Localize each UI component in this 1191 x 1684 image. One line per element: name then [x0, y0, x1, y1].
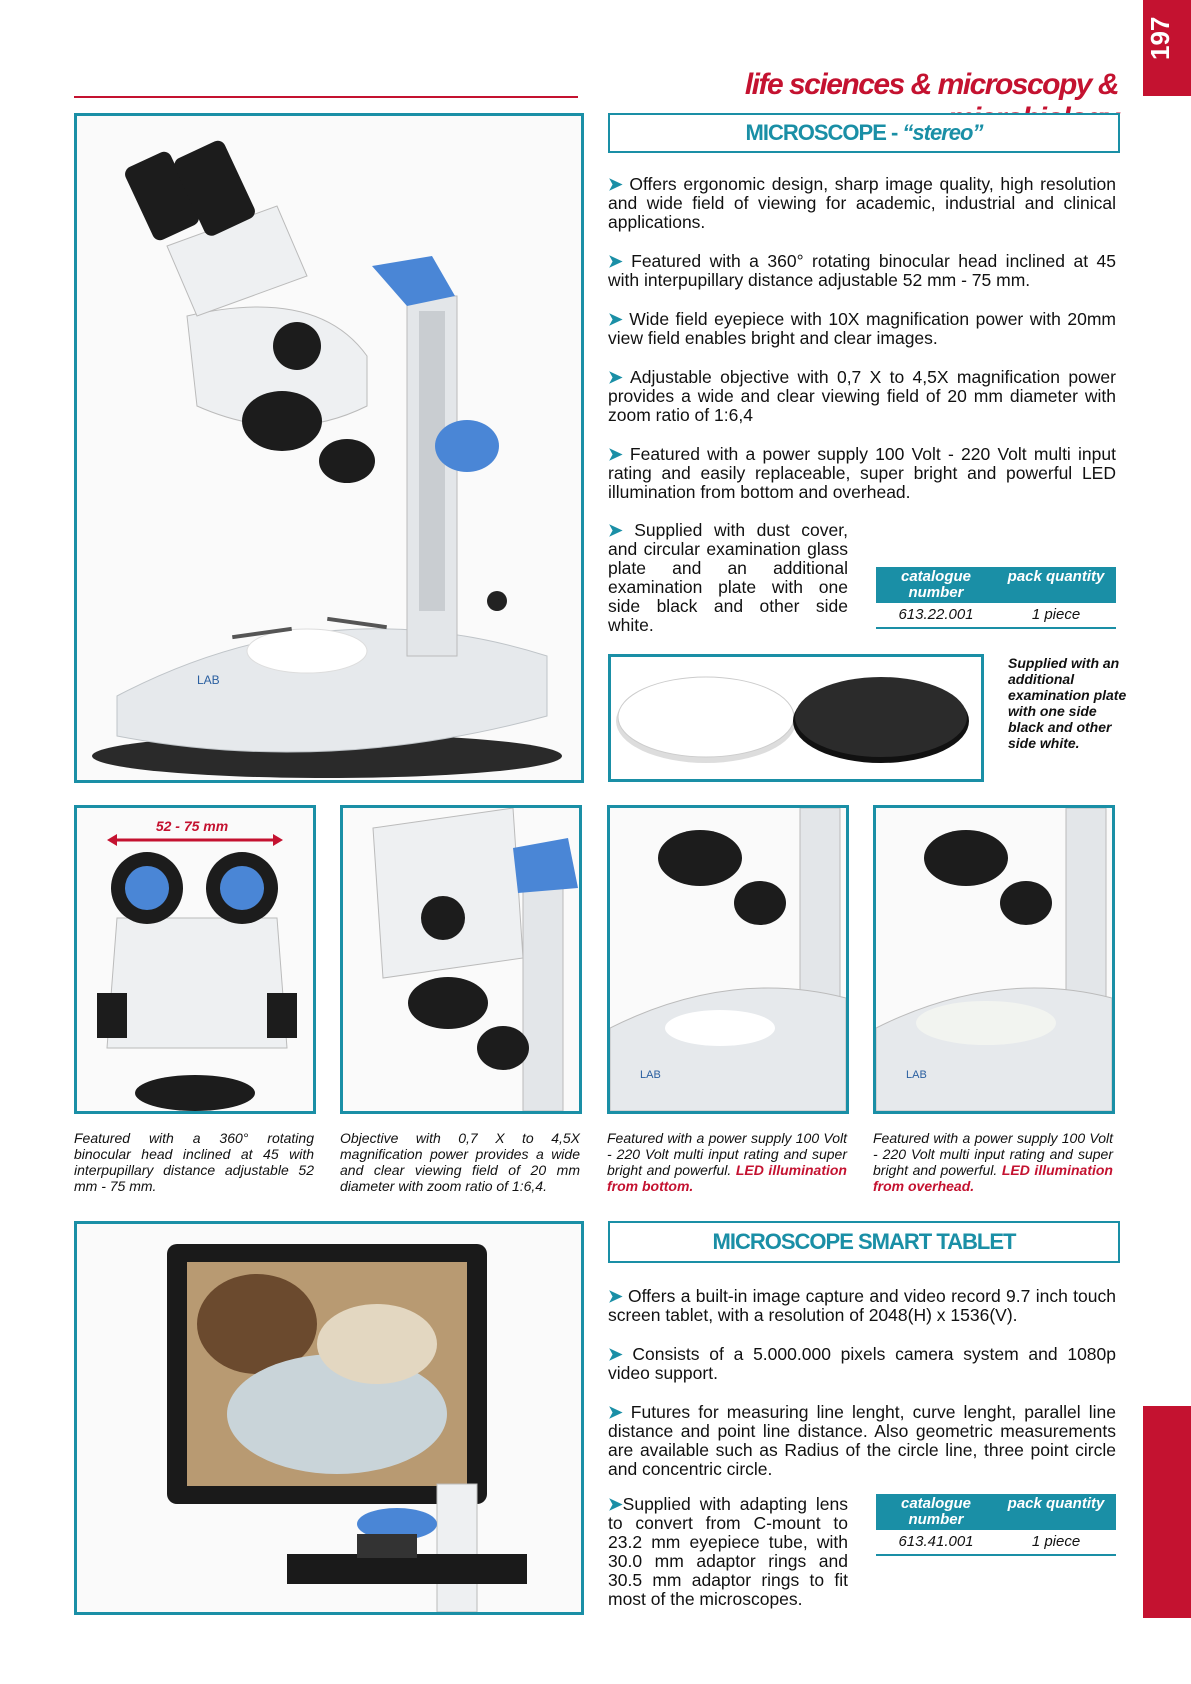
pack-quantity: 1 piece [1031, 606, 1081, 623]
catalogue-header-row [876, 567, 1116, 603]
detail-image-led-overhead [873, 805, 1115, 1114]
product1-bullet-4 [608, 368, 1116, 425]
caption-led-overhead [873, 1130, 1113, 1194]
detail-image-binocular [74, 805, 316, 1114]
binocular-head-illustration [77, 808, 313, 1111]
product1-title-italic: “stereo” [902, 120, 983, 145]
product1-bullet-1 [608, 175, 1116, 232]
chevron-right-icon: ➤ [608, 520, 623, 540]
bullet-text: Consists of a 5.000.000 pixels camera system and 1080p video support. [608, 1344, 1116, 1383]
bullet-text: Wide field eyepiece with 10X magnification power with 20mm view field enables bright and clear images. [608, 309, 1116, 348]
caption-highlight: LED illumination from bottom. [607, 1162, 847, 1194]
catalogue-number-header: catalogue number [900, 1495, 972, 1528]
caption-led-bottom [607, 1130, 847, 1194]
product2-bullets [608, 1287, 1116, 1499]
bullet-text: Supplied with adapting lens to convert from C-mount to 23.2 mm eyepiece tube, with 30.0 mm adaptor rings and 30.5 mm adaptor rings to fit most of the microscopes. [608, 1494, 848, 1609]
product1-bullets [608, 175, 1116, 522]
bullet-text: Futures for measuring line lenght, curve lenght, parallel line distance and point line distance. Also geometric measurements are available such as Radius of the circle line, three point circle and concentric circle. [608, 1402, 1116, 1479]
pack-quantity: 1 piece [1031, 1533, 1081, 1550]
chevron-right-icon: ➤ [608, 1344, 623, 1364]
product2-bullet-2 [608, 1345, 1116, 1383]
table-row [876, 603, 1116, 629]
stereo-microscope-illustration [77, 116, 581, 780]
bullet-text: Offers ergonomic design, sharp image quality, high resolution and wide field of viewing for academic, industrial and clinical applications. [608, 174, 1116, 232]
product2-bullet-1 [608, 1287, 1116, 1325]
product1-bullet-6 [608, 521, 848, 635]
product2-bullet-4 [608, 1495, 848, 1609]
product2-bullet-4-block [608, 1495, 848, 1629]
catalogue-number: 613.41.001 [898, 1533, 974, 1550]
product1-bullet-6-block [608, 521, 848, 655]
bullet-text: Adjustable objective with 0,7 X to 4,5X magnification power provides a wide and clear viewing field of 20 mm diameter with zoom ratio of 1:6,4 [608, 367, 1116, 425]
product1-bullet-2 [608, 252, 1116, 290]
product1-bullet-3 [608, 310, 1116, 348]
bullet-text: Offers a built-in image capture and video record 9.7 inch touch screen tablet, with a resolution of 2048(H) x 1536(V). [608, 1286, 1116, 1325]
bullet-text: Supplied with dust cover, and circular examination glass plate and an additional examination plate with one side black and other side white. [608, 520, 848, 635]
caption-highlight: LED illumination from overhead. [873, 1162, 1113, 1194]
section-heading: life sciences & microscopy & [744, 68, 1118, 101]
examination-plates-image [608, 654, 984, 782]
catalogue-number: 613.22.001 [898, 606, 974, 623]
table-row [876, 1530, 1116, 1556]
product1-title [608, 113, 1120, 153]
caption-text: Featured with a power supply 100 Volt - 220 Volt multi input rating and super bright and powerful. [873, 1130, 1113, 1178]
header-rule [74, 96, 578, 98]
caption-text: Featured with a 360° rotating binocular head inclined at 45 with interpupillary distance adjustable 52 mm - 75 mm. [74, 1130, 314, 1194]
page-number-tab [1143, 0, 1191, 96]
tablet-microscope-illustration [77, 1224, 581, 1612]
pack-quantity-header: pack quantity [1007, 568, 1105, 585]
detail-image-led-bottom [607, 805, 849, 1114]
chevron-right-icon: ➤ [608, 367, 623, 387]
caption-objective [340, 1130, 580, 1194]
bullet-text: Featured with a power supply 100 Volt - 220 Volt multi input rating and easily replaceable, super bright and powerful LED illumination from bottom and overhead. [608, 444, 1116, 502]
chevron-right-icon: ➤ [608, 251, 623, 271]
led-overhead-illustration [876, 808, 1112, 1111]
main-microscope-image [74, 113, 584, 783]
product2-title: MICROSCOPE SMART TABLET [608, 1221, 1120, 1263]
caption-text: Objective with 0,7 X to 4,5X magnification power provides a wide and clear viewing field of 20 mm diameter with zoom ratio of 1:6,4. [340, 1130, 580, 1194]
measure-label: 52 - 75 mm [155, 818, 229, 834]
plate-note: Supplied with an additional examination plate with one side black and other side white. [1008, 655, 1127, 751]
led-bottom-illustration [610, 808, 846, 1111]
chevron-right-icon: ➤ [608, 309, 623, 329]
detail-image-objective [340, 805, 582, 1114]
tablet-microscope-image [74, 1221, 584, 1615]
chevron-right-icon: ➤ [608, 174, 623, 194]
chevron-right-icon: ➤ [608, 1286, 623, 1306]
catalogue-table-1 [876, 567, 1116, 629]
product2-bullet-3 [608, 1403, 1116, 1479]
brand-logo-small-2: LAB [906, 1069, 927, 1081]
caption-binocular [74, 1130, 314, 1194]
objective-illustration [343, 808, 579, 1111]
product1-title-main: MICROSCOPE - [745, 120, 903, 145]
pack-quantity-header: pack quantity [1007, 1495, 1105, 1512]
brand-logo: LAB [197, 673, 220, 687]
page-number: 197 [1145, 16, 1175, 60]
chevron-right-icon: ➤ [608, 1402, 623, 1422]
chevron-right-icon: ➤ [608, 444, 623, 464]
product1-bullet-5 [608, 445, 1116, 502]
side-tab [1143, 1406, 1191, 1618]
brand-logo-small: LAB [640, 1069, 661, 1081]
caption-text: Featured with a power supply 100 Volt - 220 Volt multi input rating and super bright and powerful. [607, 1130, 847, 1178]
catalogue-header-row [876, 1494, 1116, 1530]
bullet-text: Featured with a 360° rotating binocular head inclined at 45 with interpupillary distance adjustable 52 mm - 75 mm. [608, 251, 1116, 290]
catalogue-number-header: catalogue number [900, 568, 972, 601]
plates-illustration [611, 657, 981, 779]
catalogue-table-2 [876, 1494, 1116, 1556]
chevron-right-icon: ➤ [608, 1494, 623, 1514]
